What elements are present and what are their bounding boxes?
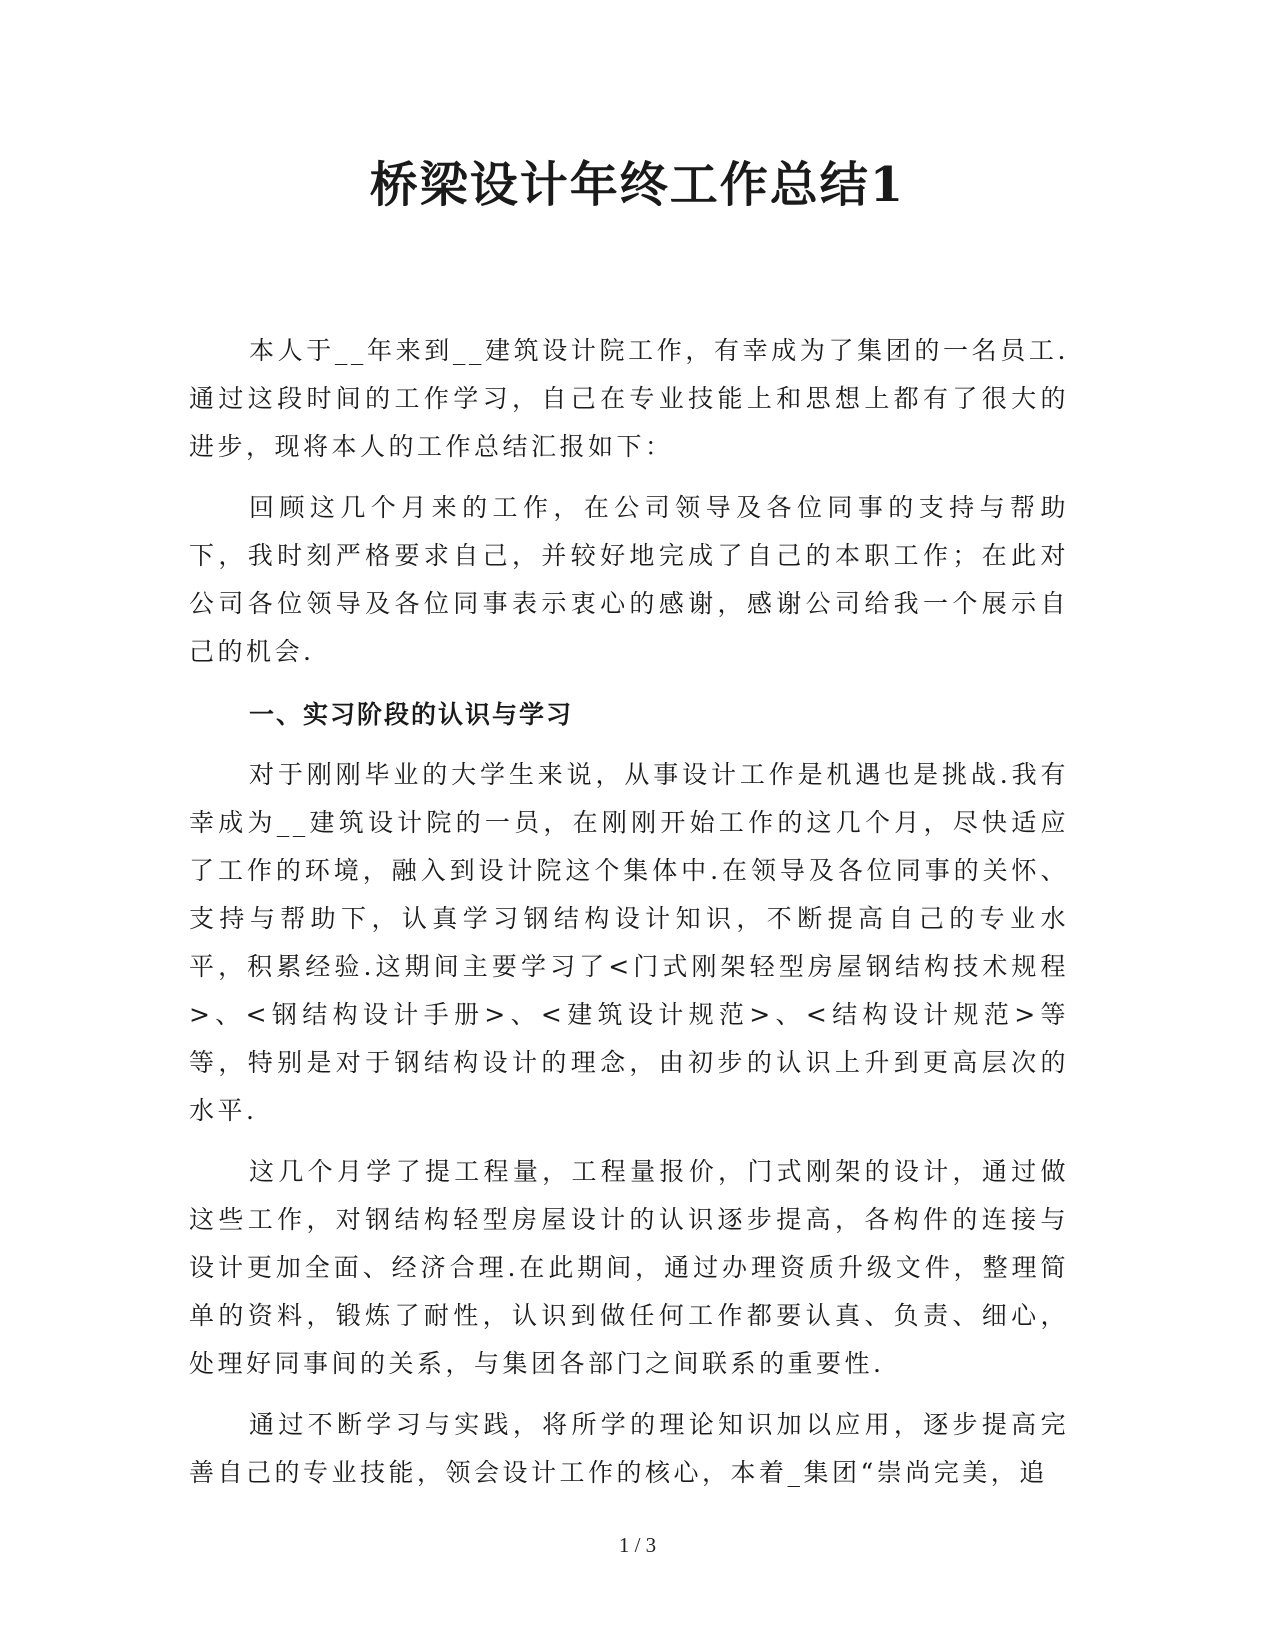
paragraph-months: 这几个月学了提工程量，工程量报价，门式刚架的设计，通过做这些工作，对钢结构轻型房屋设计的认识逐步提高，各构件的连接与设计更加全面、经济合理.在此期间，通过办理资质升级文件，整理简单的资料，锻炼了耐性，认识到做任何工作都要认真、负责、细心，处理好同事间的关系，与集团各部门之间联系的重要性. (189, 1157, 1069, 1378)
paragraph-learning: 对于刚刚毕业的大学生来说，从事设计工作是机遇也是挑战.我有幸成为__建筑设计院的一员，在刚刚开始工作的这几个月，尽快适应了工作的环境，融入到设计院这个集体中.在领导及各位同事的关怀、支持与帮助下，认真学习钢结构设计知识，不断提高自己的专业水平，积累经验.这期间主要学习了<门式刚架轻型房屋钢结构技术规程>、<钢结构设计手册>、<建筑设计规范>、<结构设计规范>等等，特别是对于钢结构设计的理念，由初步的认识上升到更高层次的水平. (189, 760, 1069, 1125)
paragraph-review: 回顾这几个月来的工作，在公司领导及各位同事的支持与帮助下，我时刻严格要求自己，并较好地完成了自己的本职工作；在此对公司各位领导及各位同事表示衷心的感谢，感谢公司给我一个展示自己的机会. (189, 493, 1069, 666)
page-number: 1 / 3 (618, 1533, 657, 1557)
paragraph-practice: 通过不断学习与实践，将所学的理论知识加以应用，逐步提高完善自己的专业技能，领会设计工作的核心，本着_集团“崇尚完美，追 (189, 1410, 1069, 1487)
section-heading: 一、实习阶段的认识与学习 (249, 700, 574, 729)
paragraph-intro: 本人于__年来到__建筑设计院工作，有幸成为了集团的一名员工.通过这段时间的工作学习，自己在专业技能上和思想上都有了很大的进步，现将本人的工作总结汇报如下： (189, 336, 1069, 461)
page-title: 桥梁设计年终工作总结1 (369, 157, 906, 213)
document-body (189, 327, 1069, 1510)
